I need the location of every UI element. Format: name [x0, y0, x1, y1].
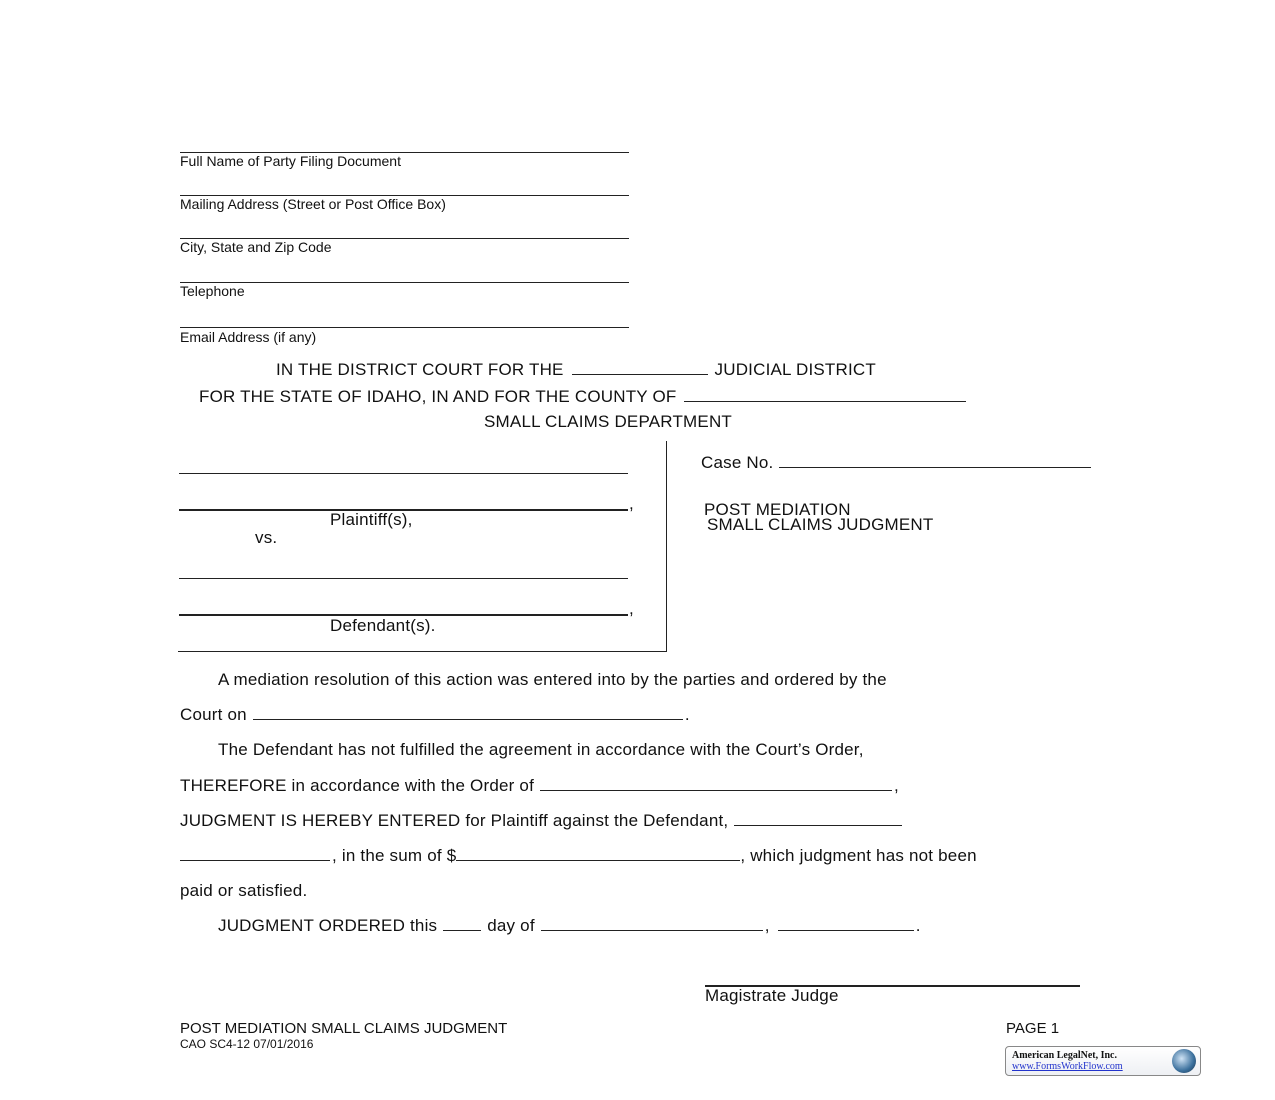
plaintiff-line-1[interactable]	[179, 473, 628, 474]
document-title-line2: SMALL CLAIMS JUDGMENT	[707, 515, 934, 534]
page-number: PAGE 1	[1006, 1020, 1060, 1037]
email-label: Email Address (if any)	[180, 329, 317, 345]
case-number-row	[701, 453, 1093, 473]
case-number-label: Case No.	[701, 453, 774, 472]
paragraph-1-line1: A mediation resolution of this action was entered into by the parties and ordered by the	[218, 670, 887, 689]
paragraph-2-line4	[180, 846, 977, 866]
defendant-name-blank[interactable]	[734, 824, 902, 826]
court-heading-line1	[276, 360, 876, 380]
comma: ,	[764, 916, 770, 935]
order-of-blank[interactable]	[540, 789, 892, 791]
plaintiff-comma: ,	[629, 494, 634, 513]
email-line[interactable]	[180, 327, 629, 328]
period: .	[915, 916, 921, 935]
telephone-label: Telephone	[180, 283, 245, 299]
caption-bottom-border	[178, 651, 667, 652]
caption-divider	[666, 441, 667, 652]
defendant-line-1[interactable]	[179, 578, 628, 579]
not-paid-text: , which judgment has not been	[740, 846, 977, 865]
judicial-district-blank[interactable]	[572, 373, 708, 375]
year-blank[interactable]	[778, 929, 914, 931]
month-blank[interactable]	[541, 929, 763, 931]
telephone-line[interactable]	[180, 282, 629, 283]
court-heading-line2	[199, 387, 968, 407]
period: .	[684, 705, 690, 724]
document-title-line1: POST MEDIATION	[704, 500, 851, 519]
logo-name: American LegalNet, Inc.	[1012, 1050, 1117, 1061]
sum-text: , in the sum of $	[332, 846, 457, 865]
mailing-address-label: Mailing Address (Street or Post Office Box)	[180, 196, 446, 212]
comma: ,	[894, 776, 899, 795]
paragraph-1-line2	[180, 705, 690, 725]
paragraph-2-line3	[180, 811, 904, 831]
logo-url-link[interactable]: www.FormsWorkFlow.com	[1012, 1061, 1123, 1072]
full-name-label: Full Name of Party Filing Document	[180, 153, 401, 169]
globe-icon	[1172, 1049, 1196, 1073]
court-text: IN THE DISTRICT COURT FOR THE	[276, 360, 564, 379]
magistrate-judge-label: Magistrate Judge	[705, 986, 839, 1005]
court-on-text: Court on	[180, 705, 247, 724]
city-state-zip-label: City, State and Zip Code	[180, 239, 332, 255]
order-of-text: THEREFORE in accordance with the Order of	[180, 776, 534, 795]
defendant-name-blank-cont[interactable]	[180, 859, 330, 861]
defendant-comma: ,	[629, 599, 634, 618]
vs-label: vs.	[255, 528, 278, 547]
judgment-entered-text: JUDGMENT IS HEREBY ENTERED for Plaintiff against the Defendant,	[180, 811, 729, 830]
footer-title: POST MEDIATION SMALL CLAIMS JUDGMENT	[180, 1020, 508, 1037]
court-order-date-blank[interactable]	[253, 718, 683, 720]
paragraph-2-line2	[180, 776, 899, 796]
state-county-text: FOR THE STATE OF IDAHO, IN AND FOR THE COUNTY OF	[199, 387, 677, 406]
case-number-blank[interactable]	[779, 466, 1091, 468]
american-legalnet-logo[interactable]	[1005, 1046, 1201, 1076]
plaintiff-label: Plaintiff(s),	[330, 510, 413, 529]
county-blank[interactable]	[684, 400, 966, 402]
defendant-label: Defendant(s).	[330, 616, 436, 635]
judicial-district-text: JUDICIAL DISTRICT	[714, 360, 876, 379]
paragraph-3	[218, 916, 921, 936]
sum-amount-blank[interactable]	[456, 859, 740, 861]
day-of-text: day of	[487, 916, 535, 935]
judgment-ordered-text: JUDGMENT ORDERED this	[218, 916, 438, 935]
day-blank[interactable]	[443, 929, 481, 931]
court-heading-line3: SMALL CLAIMS DEPARTMENT	[484, 412, 733, 431]
paragraph-2-line5: paid or satisfied.	[180, 881, 308, 900]
paragraph-2-line1: The Defendant has not fulfilled the agreement in accordance with the Court’s Order,	[218, 740, 864, 759]
footer-form-id: CAO SC4-12 07/01/2016	[180, 1037, 314, 1051]
